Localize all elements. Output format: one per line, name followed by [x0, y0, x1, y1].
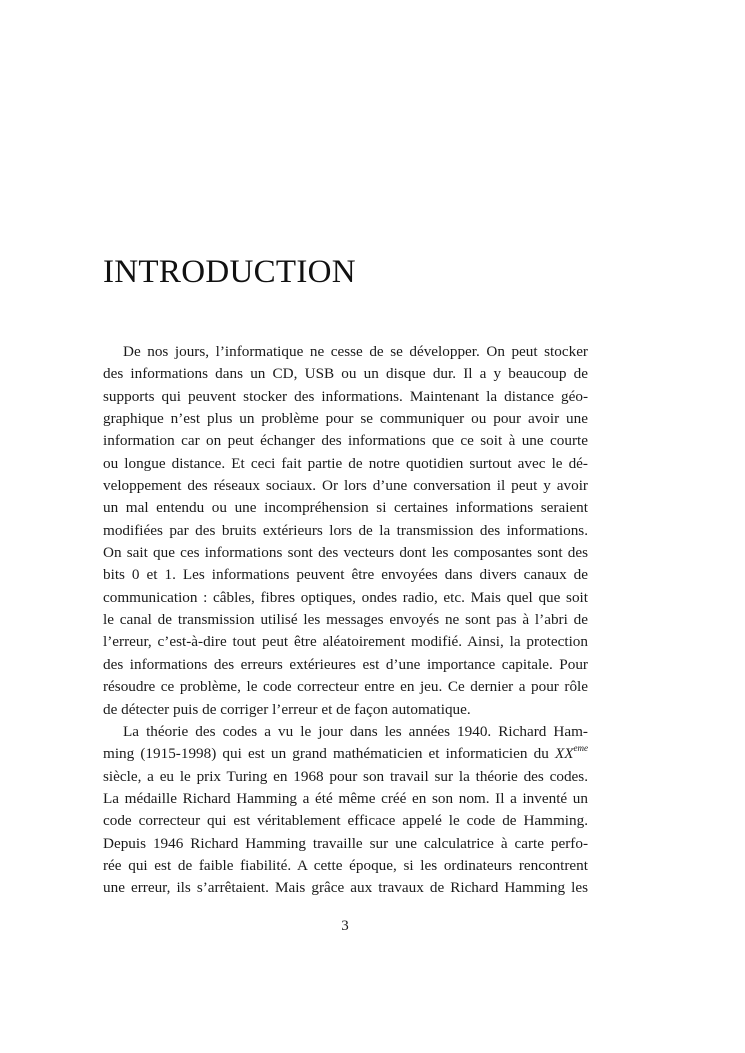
paragraph-1-line: des informations des erreurs extérieures est d’une importance capitale. Pour: [103, 655, 588, 673]
body-text: [103, 341, 588, 900]
paragraph-1-line: résoudre ce problème, le code correcteur entre en jeu. Ce dernier a pour rôle: [103, 678, 588, 696]
paragraph-1-line: le canal de transmission utilisé les messages envoyés ne sont pas à l’abri de: [103, 611, 588, 629]
paragraph-1-line: de détecter puis de corriger l’erreur et de façon automatique.: [103, 700, 471, 718]
paragraph-2-line: code correcteur qui est véritablement efficace appelé le code de Hamming.: [103, 812, 588, 830]
paragraph-1-line: supports qui peuvent stocker des informations. Maintenant la distance géo-: [103, 387, 588, 405]
paragraph-1-line: De nos jours, l’informatique ne cesse de se développer. On peut stocker: [123, 343, 588, 360]
paragraph-1-line: ou longue distance. Et ceci fait partie de notre quotidien surtout avec le dé-: [103, 454, 588, 472]
chapter-title: INTRODUCTION: [103, 254, 356, 290]
paragraph-2-line: La théorie des codes a vu le jour dans les années 1940. Richard Ham-: [123, 722, 588, 740]
paragraph-1-line: l’erreur, c’est-à-dire tout peut être aléatoirement modifié. Ainsi, la protection: [103, 633, 588, 651]
paragraph-2-line-text: ming (1915-1998) qui est un grand mathématicien et informaticien du: [103, 745, 549, 763]
paragraph-2-line: une erreur, ils s’arrêtaient. Mais grâce aux travaux de Richard Hamming les: [103, 879, 588, 897]
paragraph-1-line: bits 0 et 1. Les informations peuvent être envoyées dans divers canaux de: [103, 566, 588, 584]
paragraph-2-line: rée qui est de faible fiabilité. A cette époque, si les ordinateurs rencontrent: [103, 856, 588, 874]
paragraph-1-line: modifiées par des bruits extérieurs lors de la transmission des informations.: [103, 521, 588, 539]
paragraph-2-line: Depuis 1946 Richard Hamming travaille sur une calculatrice à carte perfo-: [103, 834, 588, 852]
paragraph-1-line: communication : câbles, fibres optiques, ondes radio, etc. Mais quel que soit: [103, 588, 588, 606]
paragraph-1-line: On sait que ces informations sont des vecteurs dont les composantes sont des: [103, 544, 588, 562]
paragraph-2-line-with-math: [103, 743, 588, 765]
paragraph-1-line: veloppement des réseaux sociaux. Or lors d’une conversation il peut y avoir: [103, 477, 588, 495]
paragraph-1-line: des informations dans un CD, USB ou un disque dur. Il a y beaucoup de: [103, 365, 588, 383]
page-number: 3: [341, 918, 349, 934]
century-math: XX: [554, 745, 574, 763]
paragraph-1-line: information car on peut échanger des informations que ce soit à une courte: [103, 432, 588, 450]
century-superscript: eme: [573, 743, 588, 754]
paragraph-1-line: graphique n’est plus un problème pour se communiquer ou pour avoir une: [103, 410, 588, 428]
paragraph-2-line: siècle, a eu le prix Turing en 1968 pour son travail sur la théorie des codes.: [103, 767, 588, 785]
paragraph-1-line: un mal entendu ou une incompréhension si certaines informations seraient: [103, 499, 588, 517]
paragraph-2-line: La médaille Richard Hamming a été même créé en son nom. Il a inventé un: [103, 789, 588, 807]
